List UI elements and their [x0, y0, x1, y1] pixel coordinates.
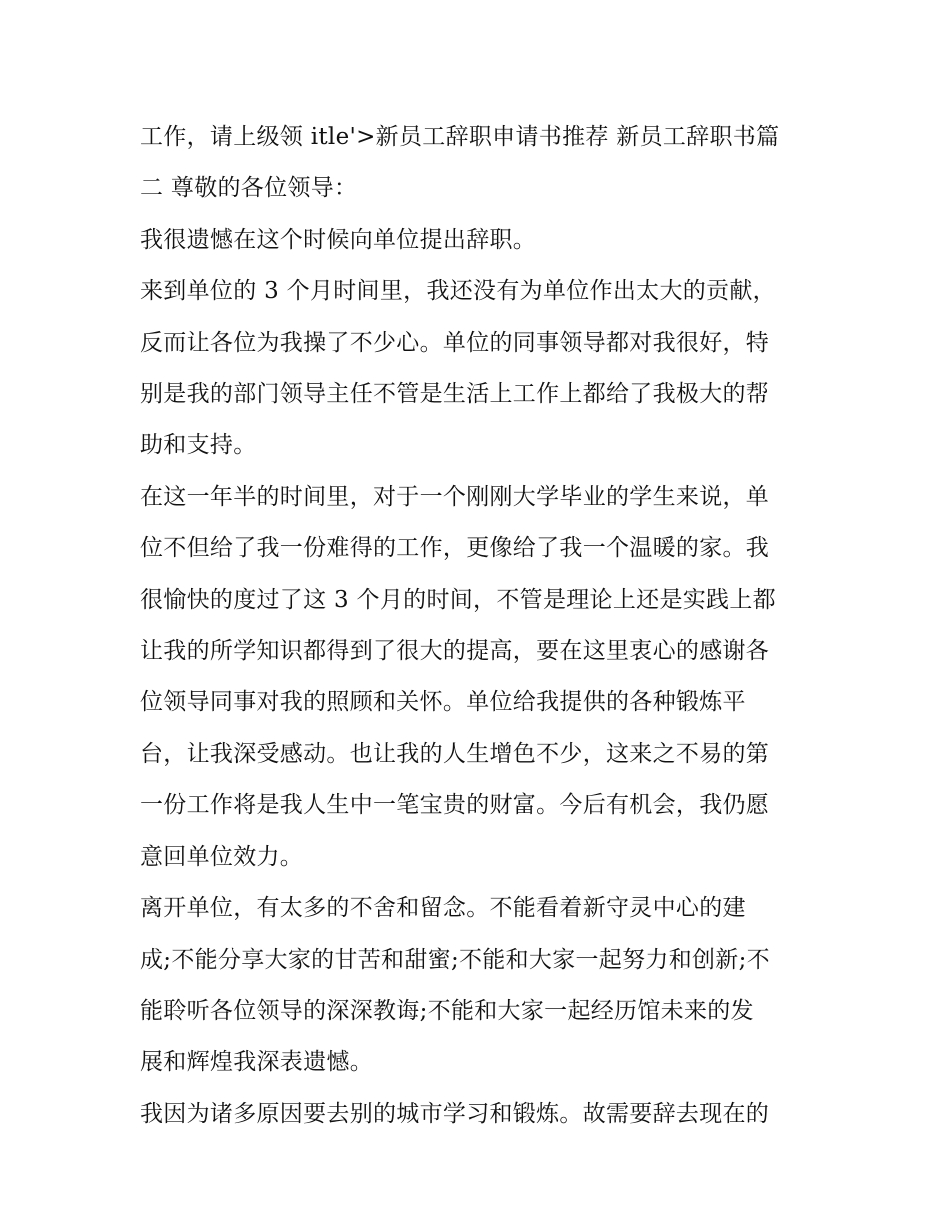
text-line: 我因为诸多原因要去别的城市学习和锻炼。故需要辞去现在的: [140, 1100, 770, 1127]
text-line: 让我的所学知识都得到了很大的提高，要在这里衷心的感谢各: [140, 638, 770, 665]
text-line: 台，让我深受感动。也让我的人生增色不少，这来之不易的第: [140, 740, 770, 767]
text-line: 在这一年半的时间里，对于一个刚刚大学毕业的学生来说，单: [140, 483, 770, 510]
text-line: 二 尊敬的各位领导：: [140, 175, 358, 202]
document-body: [140, 112, 816, 1140]
text-line: 位领导同事对我的照顾和关怀。单位给我提供的各种锻炼平: [140, 689, 746, 716]
text-line: 成;不能分享大家的甘苦和甜蜜;不能和大家一起努力和创新;不: [140, 946, 770, 973]
text-line: 反而让各位为我操了不少心。单位的同事领导都对我很好，特: [140, 329, 770, 356]
text-line: 意回单位效力。: [140, 843, 304, 870]
text-line: 我很遗憾在这个时候向单位提出辞职。: [140, 226, 537, 253]
text-line: 别是我的部门领导主任不管是生活上工作上都给了我极大的帮: [140, 381, 770, 408]
text-line: 离开单位，有太多的不舍和留念。不能看着新守灵中心的建: [140, 895, 746, 922]
text-line: 展和辉煌我深表遗憾。: [140, 1049, 373, 1076]
text-line: 一份工作将是我人生中一笔宝贵的财富。今后有机会，我仍愿: [140, 792, 770, 819]
text-line: 能聆听各位领导的深深教诲;不能和大家一起经历馆未来的发: [140, 997, 754, 1024]
text-line: 位不但给了我一份难得的工作，更像给了我一个温暖的家。我: [140, 535, 770, 562]
text-line: 来到单位的 3 个月时间里，我还没有为单位作出太大的贡献，: [140, 278, 776, 305]
text-line: 助和支持。: [140, 432, 257, 459]
text-line: 工作，请上级领 itle'>新员工辞职申请书推荐 新员工辞职书篇: [140, 124, 780, 150]
text-line: 很愉快的度过了这 3 个月的时间，不管是理论上还是实践上都: [140, 586, 776, 613]
